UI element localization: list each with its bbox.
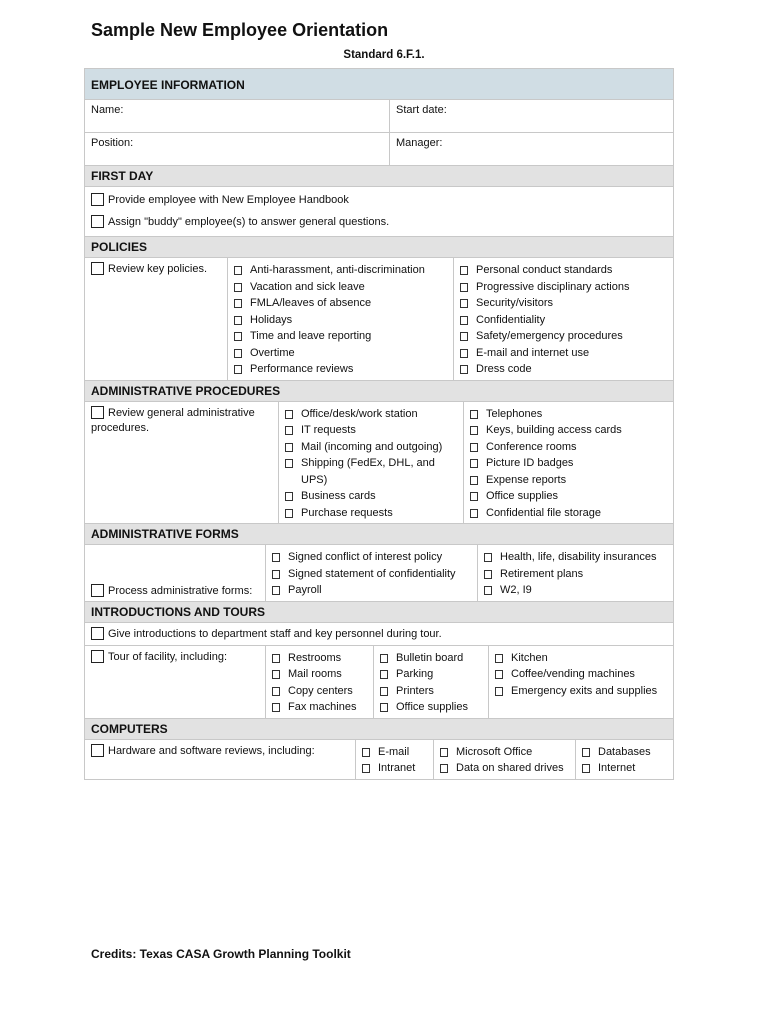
list-item[interactable]: Copy centers [270,683,369,700]
admin-procedures-grid [85,402,673,524]
list-item[interactable]: Coffee/vending machines [493,666,669,683]
list-item[interactable]: Office supplies [378,699,484,716]
section-heading-computers: COMPUTERS [85,718,674,739]
checklist-item-label: Provide employee with New Employee Handbook [108,194,349,206]
list-item[interactable]: Progressive disciplinary actions [458,279,669,296]
checkbox[interactable] [91,744,104,757]
list-item[interactable]: Telephones [468,406,669,423]
list-item[interactable]: Data on shared drives [438,760,571,777]
list-item[interactable]: Bulletin board [378,650,484,667]
checkbox[interactable] [91,406,104,419]
section-heading-administrative-forms: ADMINISTRATIVE FORMS [85,524,674,545]
policies-grid [85,258,673,380]
list-item[interactable]: Restrooms [270,650,369,667]
document-subtitle: Standard 6.F.1. [343,49,425,61]
list-item[interactable]: Picture ID badges [468,455,669,472]
admin-procedures-column-2 [463,402,673,524]
list-item[interactable]: Parking [378,666,484,683]
checkbox[interactable] [91,262,104,275]
checklist-item-label: Assign "buddy" employee(s) to answer general questions. [108,216,390,228]
list-item[interactable]: Vacation and sick leave [232,279,449,296]
list-item[interactable]: Performance reviews [232,361,449,378]
admin-procedures-lead [85,402,278,524]
admin-forms-column-2 [477,545,673,601]
list-item[interactable]: Dress code [458,361,669,378]
tour-lead [85,646,265,718]
computers-column-2 [433,740,575,779]
tour-column-2 [373,646,488,718]
list-item[interactable]: Purchase requests [283,505,459,522]
list-item[interactable]: Expense reports [468,472,669,489]
computers-column-1 [355,740,433,779]
list-item [85,189,673,211]
admin-forms-grid [85,545,673,601]
computers-lead-label: Hardware and software reviews, including: [108,744,315,757]
computers-lead [85,740,355,779]
list-item[interactable]: Payroll [270,582,473,599]
list-item[interactable]: Keys, building access cards [468,422,669,439]
list-item[interactable]: Intranet [360,760,429,777]
list-item[interactable]: Mail rooms [270,666,369,683]
admin-forms-lead-label: Process administrative forms: [108,584,253,597]
list-item[interactable]: Internet [580,760,669,777]
list-item[interactable]: Time and leave reporting [232,328,449,345]
admin-forms-column-1 [265,545,477,601]
name-label: Name: [91,104,124,116]
list-item[interactable]: Overtime [232,345,449,362]
section-heading-employee-information: EMPLOYEE INFORMATION [85,69,674,100]
list-item[interactable]: Confidentiality [458,312,669,329]
list-item[interactable]: Office/desk/work station [283,406,459,423]
list-item[interactable]: Retirement plans [482,566,669,583]
tour-lead-label: Tour of facility, including: [108,650,228,663]
admin-procedures-column-1 [278,402,463,524]
credits-footer: Credits: Texas CASA Growth Planning Toolkit [91,947,351,961]
policies-column-1 [227,258,453,380]
list-item[interactable]: Business cards [283,488,459,505]
name-field[interactable] [85,100,390,133]
list-item[interactable]: Health, life, disability insurances [482,549,669,566]
checkbox[interactable] [91,627,104,640]
checkbox[interactable] [91,650,104,663]
section-heading-policies: POLICIES [85,237,674,258]
section-heading-first-day: FIRST DAY [85,166,674,187]
admin-forms-lead [85,545,265,601]
tour-grid [85,646,673,718]
checklist-item-label: Give introductions to department staff and key personnel during tour. [108,627,442,640]
list-item[interactable]: IT requests [283,422,459,439]
checkbox[interactable] [91,193,104,206]
policies-column-2 [453,258,673,380]
list-item[interactable]: Microsoft Office [438,744,571,761]
admin-procedures-lead-label: Review general administrative procedures. [91,406,255,434]
start-date-field[interactable] [390,100,674,133]
list-item[interactable]: E-mail and internet use [458,345,669,362]
list-item[interactable]: Safety/emergency procedures [458,328,669,345]
document-title: Sample New Employee Orientation [91,20,389,40]
list-item[interactable]: Emergency exits and supplies [493,683,669,700]
position-label: Position: [91,137,134,149]
list-item[interactable]: Fax machines [270,699,369,716]
position-field[interactable] [85,133,390,166]
list-item[interactable]: W2, I9 [482,582,669,599]
manager-field[interactable] [390,133,674,166]
list-item [85,623,673,645]
section-heading-introductions-and-tours: INTRODUCTIONS AND TOURS [85,601,674,622]
list-item[interactable]: Confidential file storage [468,505,669,522]
list-item[interactable]: Databases [580,744,669,761]
tour-column-3 [488,646,673,718]
section-heading-administrative-procedures: ADMINISTRATIVE PROCEDURES [85,380,674,401]
list-item[interactable]: Shipping (FedEx, DHL, and UPS) [283,455,459,488]
list-item[interactable]: Security/visitors [458,295,669,312]
computers-grid [85,740,673,779]
list-item [85,211,673,233]
list-item[interactable]: Kitchen [493,650,669,667]
list-item[interactable]: Printers [378,683,484,700]
computers-column-3 [575,740,673,779]
list-item[interactable]: Personal conduct standards [458,262,669,279]
list-item[interactable]: Signed statement of confidentiality [270,566,473,583]
list-item[interactable]: Anti-harassment, anti-discrimination [232,262,449,279]
orientation-checklist-table [84,68,674,780]
list-item[interactable]: FMLA/leaves of absence [232,295,449,312]
checkbox[interactable] [91,584,104,597]
list-item[interactable]: Holidays [232,312,449,329]
list-item[interactable]: Office supplies [468,488,669,505]
policies-lead [85,258,227,380]
list-item[interactable]: E-mail [360,744,429,761]
manager-label: Manager: [396,137,443,149]
checkbox[interactable] [91,215,104,228]
tour-column-1 [265,646,373,718]
list-item[interactable]: Mail (incoming and outgoing) [283,439,459,456]
list-item[interactable]: Signed conflict of interest policy [270,549,473,566]
start-date-label: Start date: [396,104,447,116]
list-item[interactable]: Conference rooms [468,439,669,456]
policies-lead-label: Review key policies. [108,263,208,275]
